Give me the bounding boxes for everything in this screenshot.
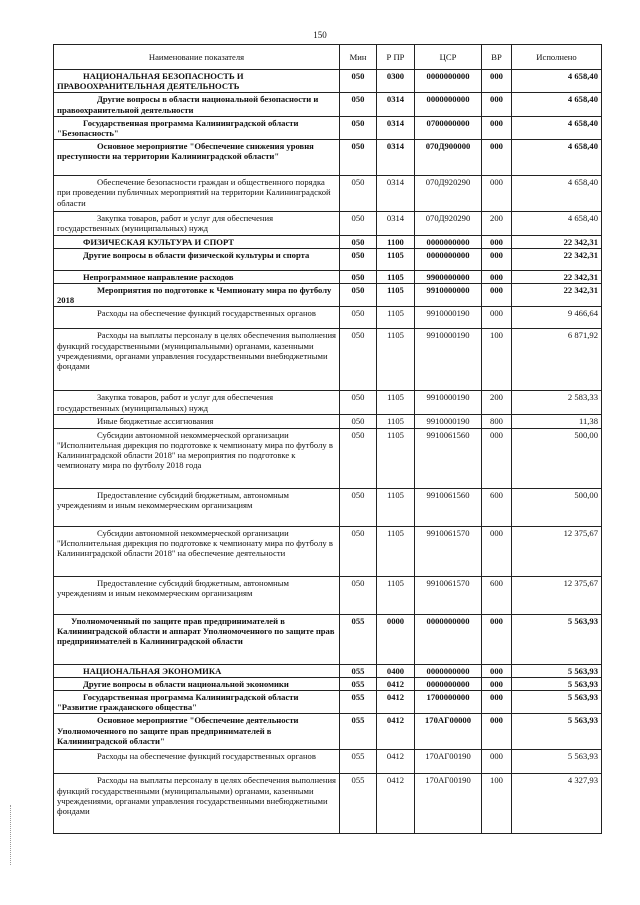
row-min: 055 — [340, 664, 377, 677]
row-name: Основное мероприятие "Обеспечение деятельности Уполномоченного по защите прав предпринимателей в Калининградской области" — [54, 714, 340, 750]
table-row — [54, 93, 602, 116]
row-rpr: 0412 — [377, 714, 415, 750]
budget-execution-table — [53, 44, 602, 834]
row-rpr: 1105 — [377, 415, 415, 428]
row-rpr: 1105 — [377, 307, 415, 329]
row-done: 22 342,31 — [512, 284, 602, 307]
row-name: Государственная программа Калининградской области "Развитие гражданского общества" — [54, 691, 340, 714]
row-done: 4 658,40 — [512, 116, 602, 139]
row-vr: 000 — [482, 248, 512, 270]
table-row — [54, 664, 602, 677]
table-row — [54, 235, 602, 248]
row-vr: 000 — [482, 116, 512, 139]
row-csr: 1700000000 — [415, 691, 482, 714]
row-name: Расходы на выплаты персоналу в целях обеспечения выполнения функций государственными (муниципальными) органами, казенными учреждениями, органами управления государственными внебюджетными фондами — [54, 774, 340, 834]
row-vr: 000 — [482, 428, 512, 488]
row-rpr: 1105 — [377, 576, 415, 614]
row-min: 050 — [340, 270, 377, 283]
row-min: 055 — [340, 614, 377, 664]
row-min: 050 — [340, 329, 377, 391]
row-rpr: 1105 — [377, 488, 415, 526]
row-csr: 070Д900000 — [415, 140, 482, 176]
row-vr: 000 — [482, 307, 512, 329]
table-row — [54, 329, 602, 391]
row-csr: 170АГ00190 — [415, 750, 482, 774]
row-done: 6 871,92 — [512, 329, 602, 391]
table-header-row — [54, 45, 602, 70]
row-done: 5 563,93 — [512, 614, 602, 664]
row-csr: 9910061570 — [415, 526, 482, 576]
row-csr: 0000000000 — [415, 93, 482, 116]
row-min: 050 — [340, 391, 377, 415]
row-name: Расходы на обеспечение функций государственных органов — [54, 307, 340, 329]
row-rpr: 1100 — [377, 235, 415, 248]
row-vr: 000 — [482, 140, 512, 176]
row-done: 12 375,67 — [512, 526, 602, 576]
row-csr: 9910000000 — [415, 284, 482, 307]
row-done: 4 658,40 — [512, 70, 602, 93]
row-min: 050 — [340, 307, 377, 329]
table-row — [54, 614, 602, 664]
row-vr: 000 — [482, 750, 512, 774]
row-done: 500,00 — [512, 428, 602, 488]
row-csr: 170АГ00000 — [415, 714, 482, 750]
row-min: 050 — [340, 488, 377, 526]
row-rpr: 0300 — [377, 70, 415, 93]
table-row — [54, 176, 602, 212]
row-csr: 9910061560 — [415, 428, 482, 488]
row-done: 12 375,67 — [512, 576, 602, 614]
row-min: 050 — [340, 248, 377, 270]
row-csr: 0000000000 — [415, 70, 482, 93]
row-csr: 0000000000 — [415, 235, 482, 248]
row-rpr: 0000 — [377, 614, 415, 664]
row-csr: 0000000000 — [415, 248, 482, 270]
row-rpr: 0412 — [377, 750, 415, 774]
row-vr: 000 — [482, 614, 512, 664]
row-done: 4 658,40 — [512, 93, 602, 116]
row-min: 050 — [340, 212, 377, 235]
row-vr: 000 — [482, 93, 512, 116]
header-name: Наименование показателя — [54, 45, 340, 70]
row-done: 4 327,93 — [512, 774, 602, 834]
row-done: 4 658,40 — [512, 140, 602, 176]
row-rpr: 1105 — [377, 526, 415, 576]
row-rpr: 1105 — [377, 391, 415, 415]
table-row — [54, 391, 602, 415]
row-csr: 9910000190 — [415, 391, 482, 415]
row-rpr: 1105 — [377, 329, 415, 391]
row-name: Уполномоченный по защите прав предпринимателей в Калининградской области и аппарат Уполномоченного по защите прав предпринимателей в Калининградской области — [54, 614, 340, 664]
row-done: 4 658,40 — [512, 176, 602, 212]
row-rpr: 0412 — [377, 677, 415, 690]
row-rpr: 1105 — [377, 270, 415, 283]
row-rpr: 0314 — [377, 93, 415, 116]
table-row — [54, 488, 602, 526]
table-row — [54, 576, 602, 614]
row-done: 500,00 — [512, 488, 602, 526]
row-vr: 100 — [482, 774, 512, 834]
row-vr: 000 — [482, 270, 512, 283]
row-name: НАЦИОНАЛЬНАЯ БЕЗОПАСНОСТЬ И ПРАВООХРАНИТЕЛЬНАЯ ДЕЯТЕЛЬНОСТЬ — [54, 70, 340, 93]
row-vr: 600 — [482, 488, 512, 526]
table-row — [54, 677, 602, 690]
row-name: Предоставление субсидий бюджетным, автономным учреждениям и иным некоммерческим организациям — [54, 576, 340, 614]
row-done: 4 658,40 — [512, 212, 602, 235]
row-vr: 000 — [482, 176, 512, 212]
row-name: Расходы на выплаты персоналу в целях обеспечения выполнения функций государственными (муниципальными) органами, казенными учреждениями, органами управления государственными внебюджетными фондами — [54, 329, 340, 391]
table-row — [54, 248, 602, 270]
table-row — [54, 270, 602, 283]
row-rpr: 0314 — [377, 212, 415, 235]
page-number: 150 — [313, 30, 327, 40]
row-csr: 9910061570 — [415, 576, 482, 614]
header-min: Мин — [340, 45, 377, 70]
row-csr: 070Д920290 — [415, 176, 482, 212]
row-rpr: 0412 — [377, 691, 415, 714]
row-csr: 170АГ00190 — [415, 774, 482, 834]
row-vr: 200 — [482, 212, 512, 235]
table-row — [54, 307, 602, 329]
row-rpr: 1105 — [377, 248, 415, 270]
row-name: Непрограммное направление расходов — [54, 270, 340, 283]
table-row — [54, 714, 602, 750]
row-min: 050 — [340, 235, 377, 248]
row-name: НАЦИОНАЛЬНАЯ ЭКОНОМИКА — [54, 664, 340, 677]
row-name: Субсидии автономной некоммерческой организации "Исполнительная дирекция по подготовке к чемпионату мира по футболу в Калининградской области 2018" на мероприятия по подготовке к чемпионату мира по футболу 2018 года — [54, 428, 340, 488]
row-vr: 000 — [482, 526, 512, 576]
row-name: Обеспечение безопасности граждан и общественного порядка при проведении публичных мероприятий на территории Калининградской области — [54, 176, 340, 212]
row-done: 22 342,31 — [512, 270, 602, 283]
row-vr: 600 — [482, 576, 512, 614]
row-csr: 0000000000 — [415, 614, 482, 664]
row-vr: 200 — [482, 391, 512, 415]
table-row — [54, 284, 602, 307]
row-min: 050 — [340, 140, 377, 176]
row-min: 055 — [340, 677, 377, 690]
table-row — [54, 140, 602, 176]
row-name: Закупка товаров, работ и услуг для обеспечения государственных (муниципальных) нужд — [54, 212, 340, 235]
table-row — [54, 750, 602, 774]
row-min: 050 — [340, 415, 377, 428]
header-csr: ЦСР — [415, 45, 482, 70]
table-row — [54, 526, 602, 576]
row-csr: 9910000190 — [415, 415, 482, 428]
row-csr: 9900000000 — [415, 270, 482, 283]
row-min: 055 — [340, 774, 377, 834]
row-done: 5 563,93 — [512, 664, 602, 677]
row-rpr: 1105 — [377, 284, 415, 307]
row-min: 055 — [340, 750, 377, 774]
row-min: 050 — [340, 284, 377, 307]
table-row — [54, 774, 602, 834]
row-vr: 000 — [482, 70, 512, 93]
scan-margin-line — [10, 805, 12, 865]
row-name: Расходы на обеспечение функций государственных органов — [54, 750, 340, 774]
row-done: 11,38 — [512, 415, 602, 428]
row-csr: 9910000190 — [415, 329, 482, 391]
row-min: 050 — [340, 526, 377, 576]
row-min: 050 — [340, 70, 377, 93]
header-done: Исполнено — [512, 45, 602, 70]
row-name: Иные бюджетные ассигнования — [54, 415, 340, 428]
row-name: Другие вопросы в области физической культуры и спорта — [54, 248, 340, 270]
row-vr: 000 — [482, 691, 512, 714]
row-vr: 000 — [482, 235, 512, 248]
row-done: 5 563,93 — [512, 677, 602, 690]
row-rpr: 1105 — [377, 428, 415, 488]
row-csr: 0000000000 — [415, 664, 482, 677]
row-done: 2 583,33 — [512, 391, 602, 415]
row-min: 050 — [340, 176, 377, 212]
row-name: Другие вопросы в области национальной безопасности и правоохранительной деятельности — [54, 93, 340, 116]
row-min: 050 — [340, 576, 377, 614]
row-csr: 0000000000 — [415, 677, 482, 690]
table-row — [54, 691, 602, 714]
row-vr: 000 — [482, 664, 512, 677]
row-name: Основное мероприятие "Обеспечение снижения уровня преступности на территории Калининградской области" — [54, 140, 340, 176]
header-vr: ВР — [482, 45, 512, 70]
row-name: Государственная программа Калининградской области "Безопасность" — [54, 116, 340, 139]
row-vr: 800 — [482, 415, 512, 428]
row-done: 22 342,31 — [512, 235, 602, 248]
row-min: 055 — [340, 691, 377, 714]
row-csr: 070Д920290 — [415, 212, 482, 235]
row-min: 050 — [340, 428, 377, 488]
row-done: 5 563,93 — [512, 750, 602, 774]
table-row — [54, 415, 602, 428]
row-name: Предоставление субсидий бюджетным, автономным учреждениям и иным некоммерческим организациям — [54, 488, 340, 526]
row-rpr: 0412 — [377, 774, 415, 834]
row-rpr: 0314 — [377, 116, 415, 139]
row-done: 5 563,93 — [512, 691, 602, 714]
row-name: Другие вопросы в области национальной экономики — [54, 677, 340, 690]
row-csr: 9910000190 — [415, 307, 482, 329]
row-min: 055 — [340, 714, 377, 750]
row-csr: 0700000000 — [415, 116, 482, 139]
row-vr: 000 — [482, 677, 512, 690]
row-done: 22 342,31 — [512, 248, 602, 270]
row-done: 9 466,64 — [512, 307, 602, 329]
row-name: Закупка товаров, работ и услуг для обеспечения государственных (муниципальных) нужд — [54, 391, 340, 415]
row-vr: 000 — [482, 284, 512, 307]
table-row — [54, 212, 602, 235]
row-vr: 100 — [482, 329, 512, 391]
table-row — [54, 70, 602, 93]
row-min: 050 — [340, 93, 377, 116]
row-name: Мероприятия по подготовке к Чемпионату мира по футболу 2018 — [54, 284, 340, 307]
row-rpr: 0314 — [377, 176, 415, 212]
table-row — [54, 428, 602, 488]
row-done: 5 563,93 — [512, 714, 602, 750]
row-name: Субсидии автономной некоммерческой организации "Исполнительная дирекция по подготовке к чемпионату мира по футболу в Калининградской области 2018" на обеспечение деятельности — [54, 526, 340, 576]
row-rpr: 0400 — [377, 664, 415, 677]
header-rpr: Р ПР — [377, 45, 415, 70]
row-vr: 000 — [482, 714, 512, 750]
row-csr: 9910061560 — [415, 488, 482, 526]
table-row — [54, 116, 602, 139]
row-name: ФИЗИЧЕСКАЯ КУЛЬТУРА И СПОРТ — [54, 235, 340, 248]
row-min: 050 — [340, 116, 377, 139]
row-rpr: 0314 — [377, 140, 415, 176]
